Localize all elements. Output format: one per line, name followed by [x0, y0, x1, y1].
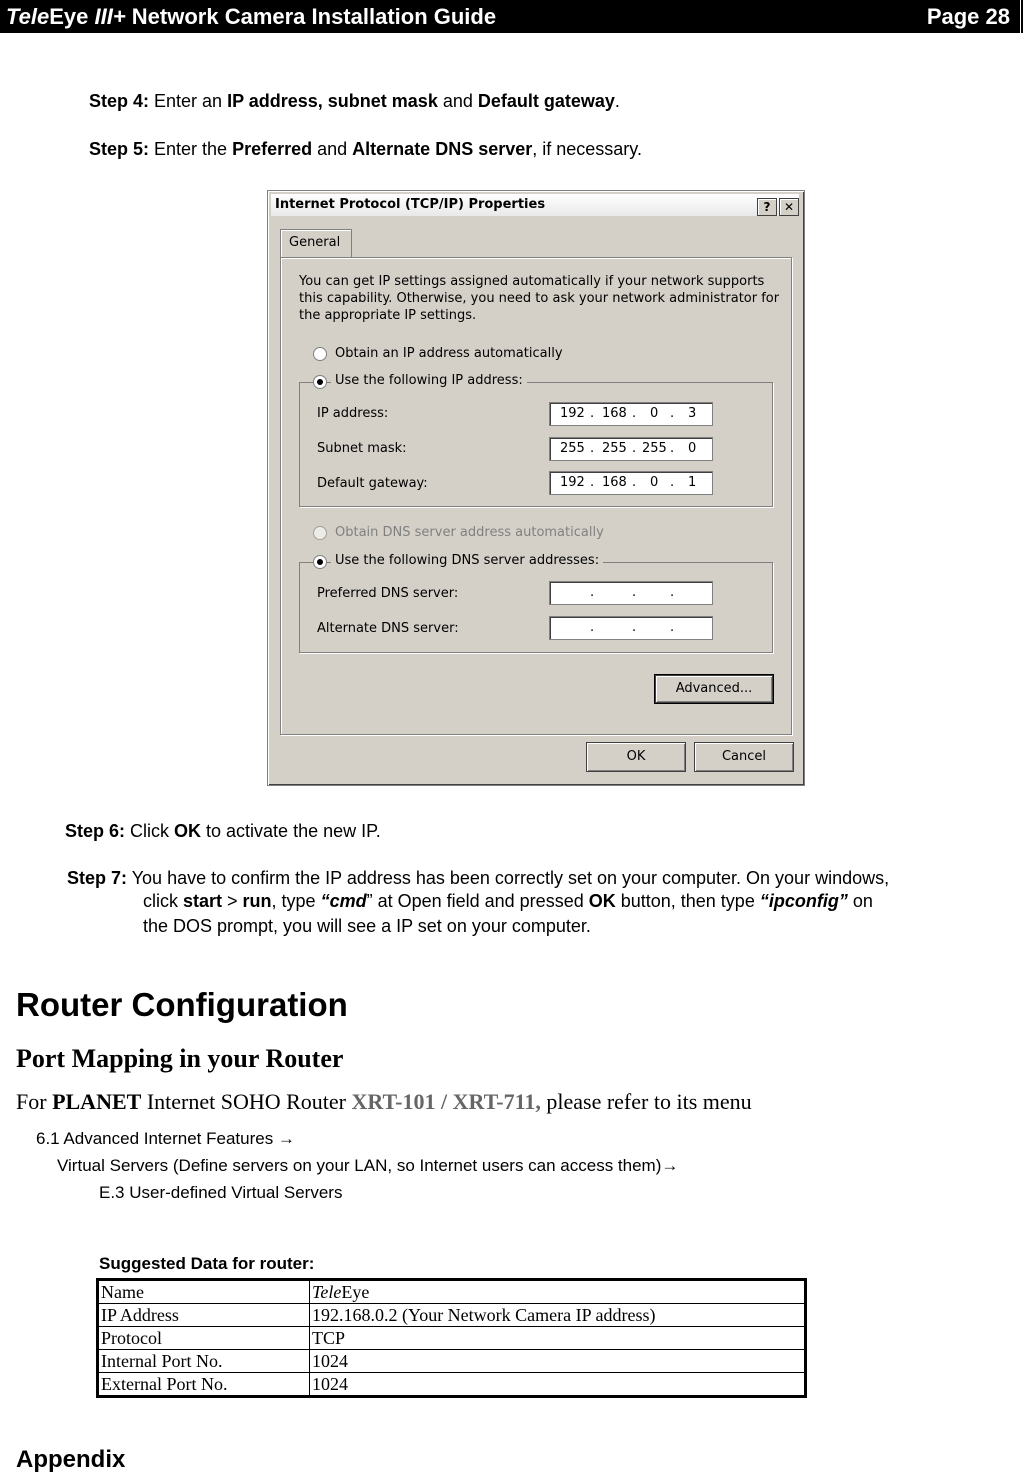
menu-path-2: Virtual Servers (Define servers on your LAN, so Internet users can access them)→	[57, 1156, 679, 1175]
tcpip-properties-dialog	[267, 190, 805, 786]
radio-use-dns-label: Use the following DNS server addresses:	[331, 553, 603, 568]
default-gateway-label: Default gateway:	[317, 476, 428, 491]
table-row: Protocol TCP	[98, 1327, 806, 1350]
table-row: External Port No. 1024	[98, 1373, 806, 1397]
step-7-line-3: the DOS prompt, you will see a IP set on your computer.	[143, 916, 591, 936]
preferred-dns-field[interactable]: . . .	[549, 581, 713, 605]
table-row: IP Address 192.168.0.2 (Your Network Camera IP address)	[98, 1304, 806, 1327]
document-title: TeleEye III+ Network Camera Installation Guide	[6, 4, 497, 29]
router-configuration-heading: Router Configuration	[16, 986, 348, 1023]
radio-obtain-dns-auto-label: Obtain DNS server address automatically	[335, 525, 604, 540]
menu-path-1: 6.1 Advanced Internet Features →	[36, 1129, 295, 1148]
radio-obtain-ip-auto[interactable]	[313, 347, 327, 361]
ip-address-field[interactable]: 192 . 168 . 0 . 3	[549, 402, 713, 426]
radio-obtain-ip-auto-label: Obtain an IP address automatically	[335, 346, 563, 361]
advanced-button[interactable]: Advanced...	[655, 675, 773, 703]
router-intro-line: For PLANET Internet SOHO Router XRT-101 / XRT-711, please refer to its menu	[16, 1089, 752, 1114]
subnet-mask-field[interactable]: 255 . 255 . 255 . 0	[549, 437, 713, 461]
table-row: Internal Port No. 1024	[98, 1350, 806, 1373]
step-5: Step 5: Enter the Preferred and Alternate DNS server, if necessary.	[89, 139, 642, 159]
alternate-dns-field[interactable]: . . .	[549, 616, 713, 640]
header-edge	[1021, 0, 1023, 33]
ip-address-label: IP address:	[317, 406, 389, 421]
dialog-title: Internet Protocol (TCP/IP) Properties	[275, 197, 546, 212]
page-number: Page 28	[926, 4, 1010, 29]
help-button[interactable]: ?	[757, 198, 777, 216]
default-gateway-field[interactable]: 192 . 168 . 0 . 1	[549, 471, 713, 495]
preferred-dns-label: Preferred DNS server:	[317, 586, 459, 601]
step-4: Step 4: Enter an IP address, subnet mask and Default gateway.	[89, 91, 620, 111]
step-7-line-2: click start > run, type “cmd” at Open field and pressed OK button, then type “ipconfig” on	[143, 891, 873, 911]
router-data-table	[96, 1278, 807, 1398]
step-7-line-1: Step 7: You have to confirm the IP address has been correctly set on your computer. On your windows,	[67, 868, 890, 888]
close-icon[interactable]: ✕	[779, 198, 799, 216]
tab-general[interactable]: General	[280, 229, 352, 258]
page-header	[0, 0, 1020, 33]
radio-use-ip[interactable]	[313, 375, 327, 389]
appendix-heading: Appendix	[16, 1446, 126, 1473]
table-row: Name TeleEye	[98, 1280, 806, 1304]
radio-use-ip-label: Use the following IP address:	[331, 373, 527, 388]
suggested-data-label: Suggested Data for router:	[99, 1254, 315, 1273]
intro-line-2: this capability. Otherwise, you need to ask your network administrator for	[299, 291, 780, 306]
general-panel	[280, 257, 792, 735]
intro-line-1: You can get IP settings assigned automatically if your network supports	[299, 274, 765, 289]
port-mapping-heading: Port Mapping in your Router	[16, 1044, 344, 1073]
menu-path-3: E.3 User-defined Virtual Servers	[99, 1183, 343, 1202]
cancel-button[interactable]: Cancel	[694, 742, 794, 772]
step-6: Step 6: Click OK to activate the new IP.	[65, 821, 381, 841]
ok-button[interactable]: OK	[586, 742, 686, 772]
dialog-title-bar	[271, 194, 799, 216]
radio-obtain-dns-auto[interactable]	[313, 526, 327, 540]
alternate-dns-label: Alternate DNS server:	[317, 621, 459, 636]
radio-use-dns[interactable]	[313, 555, 327, 569]
intro-line-3: the appropriate IP settings.	[299, 308, 477, 323]
subnet-mask-label: Subnet mask:	[317, 441, 407, 456]
